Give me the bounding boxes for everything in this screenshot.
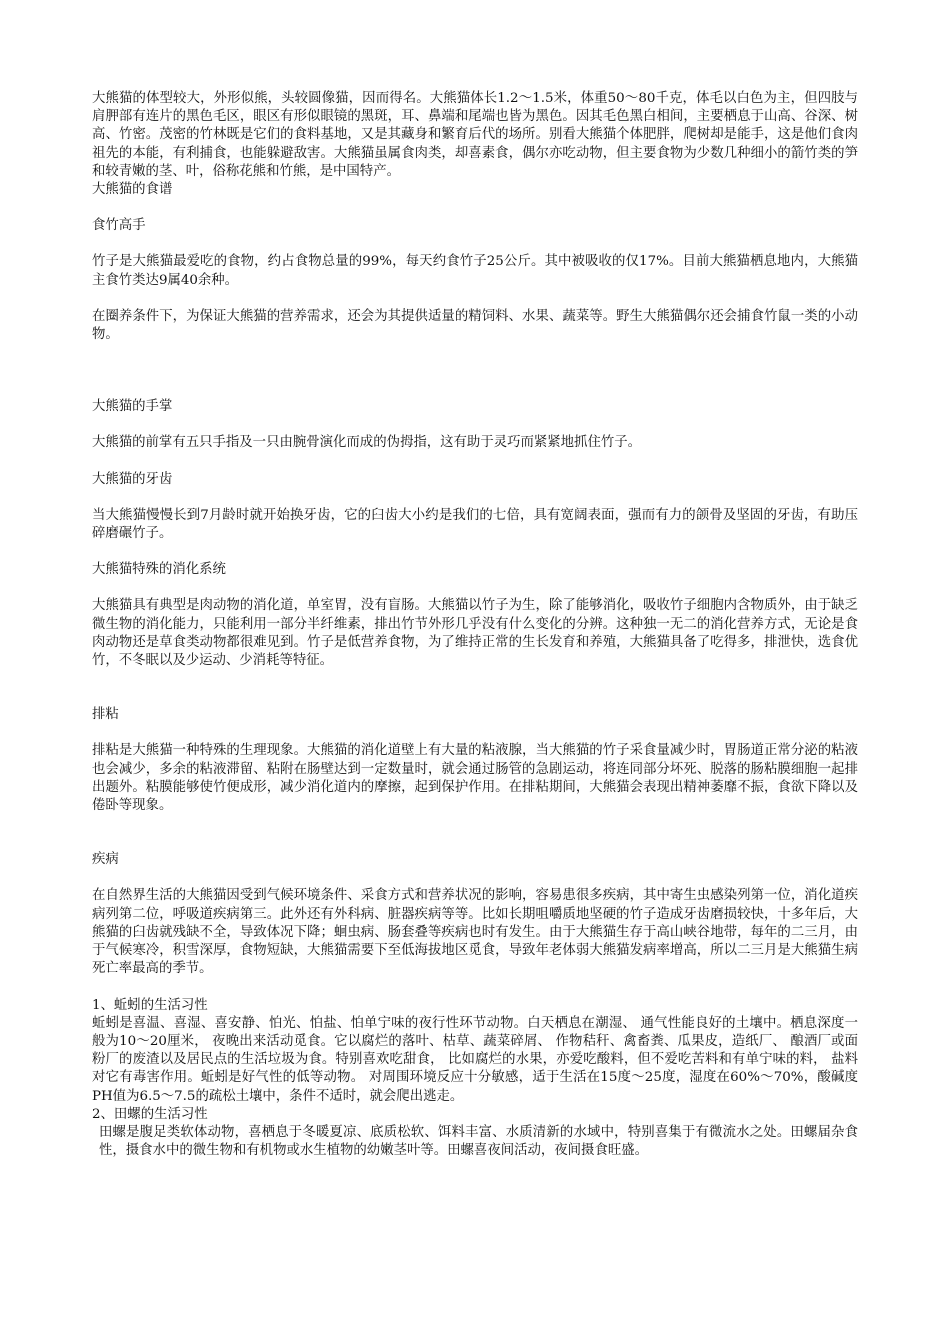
snail-heading: 2、田螺的生活习性 <box>92 1106 208 1122</box>
disease-paragraph: 在自然界生活的大熊猫因受到气候环境条件、采食方式和营养状况的影响，容易患很多疾病，其中寄生虫感染列第一位，消化道疾病列第二位，呼吸道疾病第三。此外还有外科病、脏器疾病等等。比如长期咀嚼质地坚硬的竹子造成牙齿磨损较快，十多年后，大熊猫的臼齿就残缺不全，导致体况下降；蛔虫病、肠套叠等疾病也时有发生。由于大熊猫生存于高山峡谷地带，每年的二三月，由于气候寒冷，积雪深厚，食物短缺，大熊猫需要下至低海拔地区觅食，导致年老体弱大熊猫发病率增高，所以二三月是大熊猫生病死亡率最高的季节。 <box>92 888 858 977</box>
digestion-heading: 大熊猫特殊的消化系统 <box>92 562 226 578</box>
digestion-paragraph: 大熊猫具有典型是肉动物的消化道，单室胃，没有盲肠。大熊猫以竹子为生，除了能够消化，吸收竹子细胞内含物质外，由于缺乏微生物的消化能力，只能利用一部分半纤维素，排出竹节外形几乎没有什么变化的分辨。这种独一无二的消化营养方式，无论是食肉动物还是草食类动物都很难见到。竹子是低营养食物，为了维持正常的生长发育和养殖，大熊猫具备了吃得多，排泄快，选食优竹，不冬眠以及少运动、少消耗等特征。 <box>92 598 858 669</box>
earthworm-heading: 1、蚯蚓的生活习性 <box>92 997 208 1013</box>
bamboo-paragraph-2: 在圈养条件下，为保证大熊猫的营养需求，还会为其提供适量的精饲料、水果、蔬菜等。野生大熊猫偶尔还会捕食竹鼠一类的小动物。 <box>92 308 858 343</box>
intro-paragraph: 大熊猫的体型较大，外形似熊，头较圆像猫，因而得名。大熊猫体长1.2～1.5米，体重50～80千克，体毛以白色为主，但四肢与肩胛部有连片的黑色毛区，眼区有形似眼镜的黑斑，耳、鼻端和尾端也皆为黑色。因其毛色黑白相间，主要栖息于山高、谷深、树高、竹密。茂密的竹林既是它们的食料基地，又是其藏身和繁育后代的场所。别看大熊猫个体肥胖，爬树却是能手，这是他们食肉祖先的本能，有利捕食，也能躲避敌害。大熊猫虽属食肉类，却喜素食，偶尔亦吃动物，但主要食物为少数几种细小的箭竹类的笋和较青嫩的茎、叶，俗称花熊和竹熊，是中国特产。 <box>92 91 858 179</box>
document-page <box>92 90 858 1160</box>
teeth-paragraph: 当大熊猫慢慢长到7月龄时就开始换牙齿，它的臼齿大小约是我们的七倍，具有宽阔表面，强而有力的颌骨及坚固的牙齿，有助压碎磨碾竹子。 <box>92 507 858 542</box>
mucus-paragraph: 排粘是大熊猫一种特殊的生理现象。大熊猫的消化道壁上有大量的粘液腺，当大熊猫的竹子采食量减少时，胃肠道正常分泌的粘液也会减少，多余的粘液滞留、粘附在肠壁达到一定数量时，就会通过肠管的急剧运动，将连同部分坏死、脱落的肠粘膜细胞一起排出题外。粘膜能够使竹便成形，减少消化道内的摩擦，起到保护作用。在排粘期间，大熊猫会表现出精神萎靡不振，食欲下降以及倦卧等现象。 <box>92 743 858 814</box>
snail-paragraph: 田螺是腹足类软体动物，喜栖息于冬暖夏凉、底质松软、饵料丰富、水质清新的水域中，特别喜集于有微流水之处。田螺届杂食性，摄食水中的微生物和有机物或水生植物的幼嫩茎叶等。田螺喜夜间活动，夜间摄食旺盛。 <box>99 1124 858 1159</box>
palm-heading: 大熊猫的手掌 <box>92 399 173 415</box>
teeth-heading: 大熊猫的牙齿 <box>92 471 173 487</box>
recipe-heading: 大熊猫的食谱 <box>92 182 173 198</box>
palm-paragraph: 大熊猫的前掌有五只手指及一只由腕骨演化而成的伪拇指，这有助于灵巧而紧紧地抓住竹子。 <box>92 435 642 451</box>
bamboo-paragraph-1: 竹子是大熊猫最爱吃的食物，约占食物总量的99%，每天约食竹子25公斤。其中被吸收的仅17%。目前大熊猫栖息地内，大熊猫主食竹类达9属40余种。 <box>92 254 858 288</box>
earthworm-paragraph: 蚯蚓是喜温、喜湿、喜安静、怕光、怕盐、怕单宁味的夜行性环节动物。白天栖息在潮湿、 通气性能良好的土壤中。栖息深度一般为10～20厘米， 夜晚出来活动觅食。它以腐烂的落叶、枯草、蔬菜碎屑、 作物秸秆、禽畜粪、瓜果皮，造纸厂、 酿酒厂或面粉厂的废渣以及居民点的生活垃圾为食。特别喜欢吃甜食， 比如腐烂的水果，亦爱吃酸料，但不爱吃苦料和有单宁味的料， 盐料对它有毒害作用。蚯蚓是好气性的低等动物。 对周围环境反应十分敏感，适于生活在15度～25度，湿度在60%～70%，酸碱度PH值为6.5～7.5的疏松土壤中，条件不适时，就会爬出逃走。 <box>92 1015 858 1104</box>
disease-heading: 疾病 <box>92 852 119 868</box>
mucus-heading: 排粘 <box>92 707 119 723</box>
bamboo-heading: 食竹高手 <box>92 218 146 234</box>
